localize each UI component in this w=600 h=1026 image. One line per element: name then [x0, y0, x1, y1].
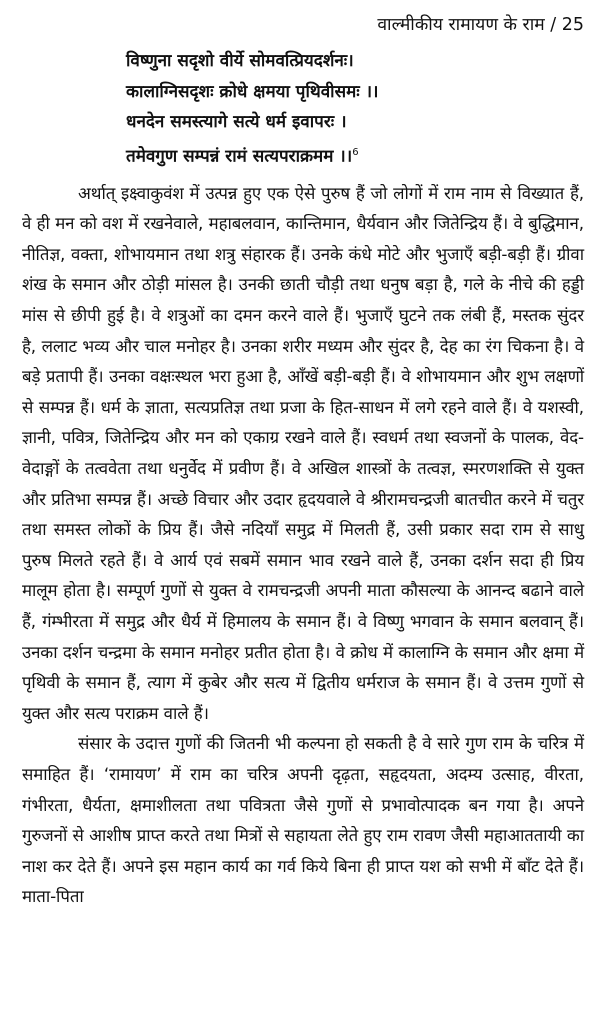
paragraph-2: संसार के उदात्त गुणों की जितनी भी कल्पना हो सकती है वे सारे गुण राम के चरित्र में समाहित हैं। ‘रामायण’ में राम का चरित्र अपनी दृढ़ता, सहृदयता, अदम्य उत्साह, वीरता, गंभीरता, धैर्यता, क्षमाशीलता तथा पवित्रता जैसे गुणों से प्रभावोत्पादक बन गया है। अपने गुरुजनों से आशीष प्राप्त करते तथा मित्रों से सहायता लेते हुए राम रावण जैसी महाआततायी का नाश कर देते हैं। अपने इस महान कार्य का गर्व किये बिना ही प्राप्त यश को सभी में बाँट देते हैं। माता-पिता — [22, 733, 584, 907]
verse-line-2: कालाग्निसदृशः क्रोधे क्षमया पृथिवीसमः ।। — [126, 81, 379, 102]
verse-line-4 — [126, 138, 584, 172]
verse-line-1: विष्णुना सदृशो वीर्ये सोमवत्प्रियदर्शनः। — [126, 51, 354, 71]
verse-line-3: धनदेन समस्त्यागे सत्ये धर्म इवापरः । — [126, 112, 347, 132]
sanskrit-verse-block — [126, 46, 584, 172]
running-header: वाल्मीकीय रामायण के राम / 25 — [377, 15, 584, 35]
paragraph-1: अर्थात् इक्ष्वाकुवंश में उत्पन्न हुए एक ऐसे पुरुष हैं जो लोगों में राम नाम से विख्यात हैं, वे ही मन को वश में रखनेवाले, महाबलवान, कान्तिमान, धैर्यवान और जितेन्द्रिय हैं। वे बुद्धिमान, नीतिज्ञ, वक्ता, शोभायमान तथा शत्रु संहारक हैं। उनके कंधे मोटे और भुजाएँ बड़ी-बड़ी हैं। ग्रीवा शंख के समान और ठोड़ी मांसल है। उनकी छाती चौड़ी तथा धनुष बड़ा है, गले के नीचे की हड्डी मांस से छीपी हुई है। वे शत्रुओं का दमन करने वाले हैं। भुजाएँ घुटने तक लंबी हैं, मस्तक सुंदर है, ललाट भव्य और चाल मनोहर है। उनका शरीर मध्यम और सुंदर है, देह का रंग चिकना है। वे बड़े प्रतापी हैं। उनका वक्षःस्थल भरा हुआ है, आँखें बड़ी-बड़ी हैं। वे शोभायमान और शुभ लक्षणों से सम्पन्न हैं। धर्म के ज्ञाता, सत्यप्रतिज्ञ तथा प्रजा के हित-साधन में लगे रहने वाले हैं। वे यशस्वी, ज्ञानी, पवित्र, जितेन्द्रिय और मन को एकाग्र रखने वाले हैं। स्वधर्म तथा स्वजनों के पालक, वेद-वेदाङ्गों के तत्ववेता तथा धनुर्वेद में प्रवीण हैं। वे अखिल शास्त्रों के तत्वज्ञ, स्मरणशक्ति से युक्त और प्रतिभा सम्पन्न हैं। अच्छे विचार और उदार हृदयवाले वे श्रीरामचन्द्रजी बातचीत करने में चतुर तथा समस्त लोकों के प्रिय हैं। जैसे नदियाँ समुद्र में मिलती हैं, उसी प्रकार सदा राम से साधु पुरुष मिलते रहते हैं। वे आर्य एवं सबमें समान भाव रखने वाले हैं, उनका दर्शन सदा ही प्रिय मालूम होता है। सम्पूर्ण गुणों से युक्त वे रामचन्द्रजी अपनी माता कौसल्या के आनन्द बढाने वाले हैं, गंम्भीरता में समुद्र और धैर्य में हिमालय के समान हैं। वे विष्णु भगवान के समान बलवान् हैं। उनका दर्शन चन्द्रमा के समान मनोहर प्रतीत होता है। वे क्रोध में कालाग्नि के समान और क्षमा में पृथिवी के समान हैं, त्याग में कुबेर और सत्य में द्वितीय धर्मराज के समान हैं। वे उत्तम गुणों से युक्त और सत्य पराक्रम वाले हैं। — [22, 182, 584, 723]
verse-line-4-text: तमेवगुण सम्पन्नं रामं सत्यपराक्रमम ।। — [126, 146, 353, 167]
footnote-marker: 6 — [352, 146, 359, 158]
